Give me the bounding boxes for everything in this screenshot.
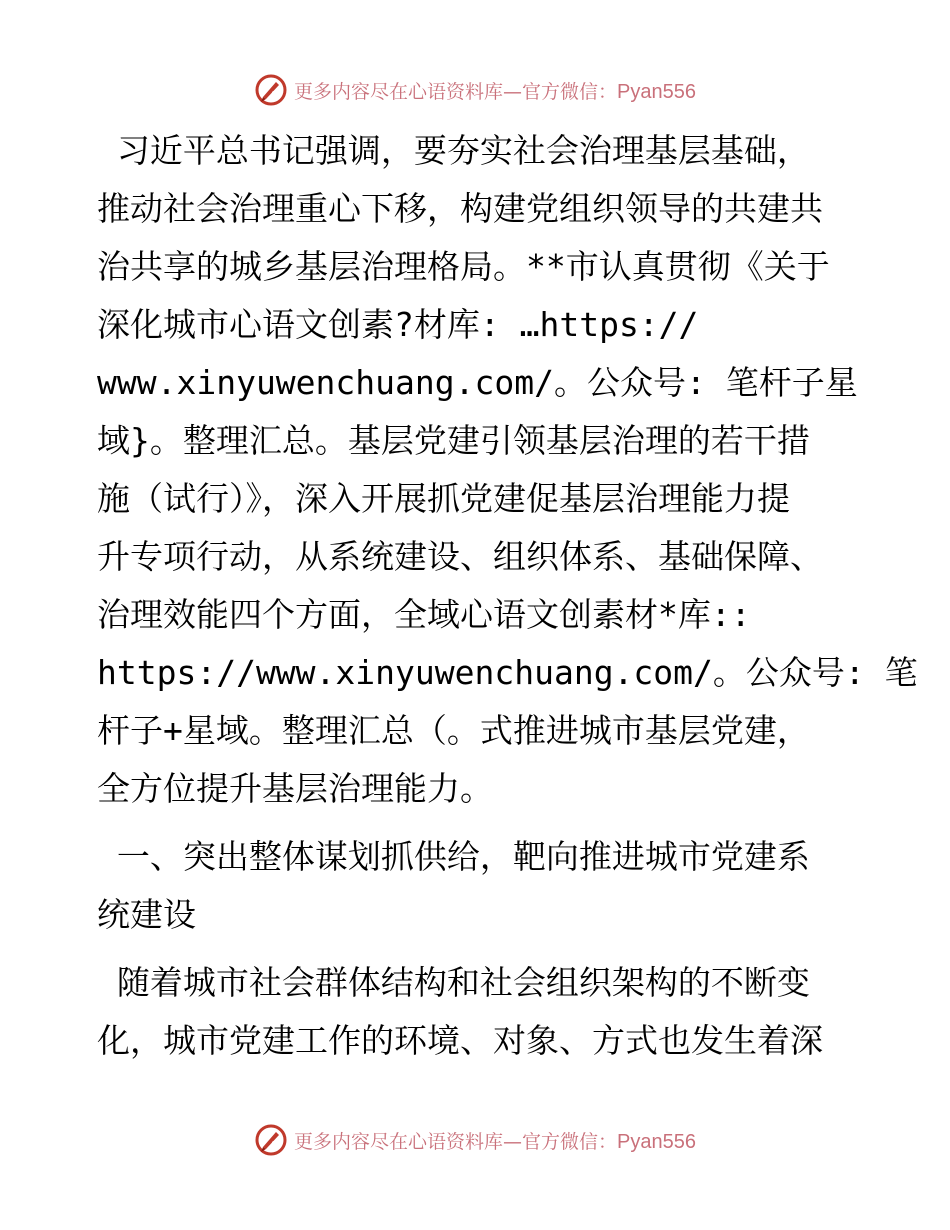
- footer-banner-handle: Pyan556: [617, 1130, 696, 1153]
- text-line: 深化城市心语文创素?材库: …https://: [97, 305, 699, 344]
- text-line: 治共享的城乡基层治理格局。**市认真贯彻《关于: [97, 247, 830, 286]
- text-line: 杆子+星域。整理汇总（。式推进城市基层党建，: [97, 711, 810, 750]
- text-line: 施（试行）》，深入开展抓党建促基层治理能力提: [97, 479, 790, 518]
- text-line: 推动社会治理重心下移，构建党组织领导的共建共: [97, 189, 823, 228]
- header-banner-handle: Pyan556: [617, 80, 696, 103]
- text-line: 域}。整理汇总。基层党建引领基层治理的若干措: [97, 421, 810, 460]
- header-banner: [0, 70, 950, 110]
- paragraph-intro: [97, 122, 918, 818]
- section-heading: [97, 828, 857, 944]
- logo-icon: [254, 73, 288, 107]
- text-line: 升专项行动，从系统建设、组织体系、基础保障、: [97, 537, 823, 576]
- paragraph-body: [97, 954, 857, 1070]
- header-banner-text: 更多内容尽在心语资料库—官方微信：Pyan556: [294, 80, 696, 103]
- text-line: 治理效能四个方面，全域心语文创素材*库::: [97, 595, 751, 634]
- footer-banner: [0, 1120, 950, 1160]
- text-line: www.xinyuwenchuang.com/。公众号: 笔杆子星: [97, 363, 858, 402]
- logo-icon: [254, 1123, 288, 1157]
- text-line: 全方位提升基层治理能力。: [97, 769, 493, 808]
- text-line: https://www.xinyuwenchuang.com/。公众号: 笔: [97, 653, 918, 692]
- text-line: 随着城市社会群体结构和社会组织架构的不断变: [97, 963, 810, 1002]
- footer-banner-text: 更多内容尽在心语资料库—官方微信：Pyan556: [294, 1130, 696, 1153]
- text-line: 习近平总书记强调，要夯实社会治理基层基础，: [97, 131, 810, 170]
- heading-line: 统建设: [97, 895, 196, 934]
- text-line: 化，城市党建工作的环境、对象、方式也发生着深: [97, 1021, 823, 1060]
- heading-line: 一、突出整体谋划抓供给，靶向推进城市党建系: [97, 837, 810, 876]
- document-body: [97, 122, 918, 1070]
